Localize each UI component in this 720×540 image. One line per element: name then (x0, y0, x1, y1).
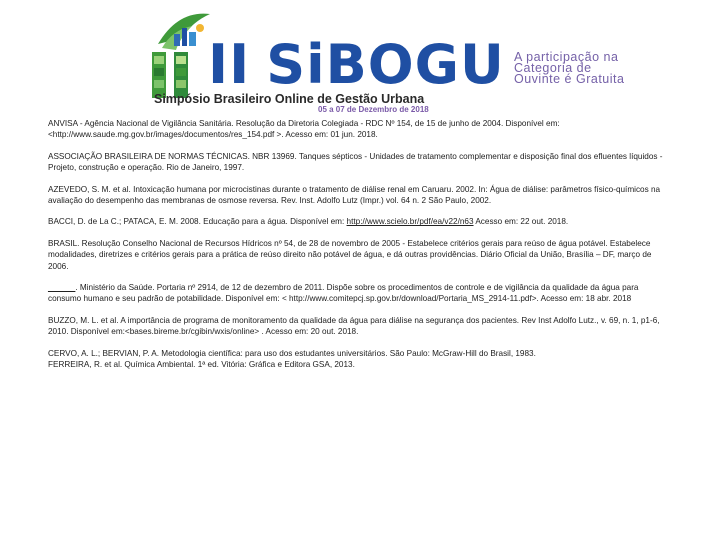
logo-name: SiBOGU (266, 33, 505, 96)
logo-title (208, 33, 505, 96)
reference-text: . Ministério da Saúde. Portaria nº 2914, de 12 de dezembro de 2011. Dispõe sobre os procedimentos de controle e de vigilância da qualidade da água para consumo humano e seu padrão de potabilidade. Disponível em: < http://www.comitepcj.sp.gov.br/download/Portaria_MS_2914-11.pdf>. Acesso em: 18 abr. 2018 (48, 283, 639, 304)
free-attendance-tagline (514, 52, 694, 85)
reference-item: BUZZO, M. L. et al. A importância de programa de monitoramento da qualidade da água para diálise na segurança dos pacientes. Rev Inst Adolfo Lutz., v. 69, n. 1, p1-6, 2010. Disponível em:<bases.bireme.br/cgibin/wxis/online> . Acesso em: 20 out. 2018. (48, 315, 660, 337)
reference-item (48, 216, 668, 227)
reference-link[interactable]: http://www.scielo.br/pdf/ea/v22/n63 (346, 217, 474, 227)
reference-item: BRASIL. Resolução Conselho Nacional de Recursos Hídricos nº 54, de 28 de novembro de 2005 - Estabelece critérios gerais para reúso de água potável. Estabelece modalidades, diretrizes e critérios gerais para a prática de reúso direito não potável de água, e dá outras providências. Diário Oficial da União, Brasília – DF, março de 2006. (48, 238, 652, 271)
reference-item: FERREIRA, R. et al. Química Ambiental. 1ª ed. Vitória: Gráfica e Editora GSA, 2013. (48, 360, 355, 370)
tagline-line: Ouvinte é Gratuita (514, 72, 625, 86)
reference-item: CERVO, A. L.; BERVIAN, P. A. Metodologia científica: para uso dos estudantes universitários. São Paulo: McGraw-Hill do Brasil, 1983. (48, 348, 536, 358)
sibogu-logo (148, 4, 505, 114)
logo-dates: 05 a 07 de Dezembro de 2018 (318, 105, 429, 114)
reference-item: AZEVEDO, S. M. et al. Intoxicação humana por microcistinas durante o tratamento de diálise renal em Caruaru. 2002. In: Água de diálise: parâmetros físico-químicos na avaliação do desempenho das membranas de osmose reversa. Rev. Inst. Adolfo Lutz (Impr.) vol. 64 n. 2 São Paulo, 2002. (48, 184, 661, 206)
tagline-line: Categoria de (514, 61, 592, 75)
logo-subtitle: Simpósio Brasileiro Online de Gestão Urbana (154, 92, 425, 106)
reference-text: BACCI, D. de La C.; PATACA, E. M. 2008. Educação para a água. Disponível em: (48, 217, 347, 227)
reference-item (48, 282, 668, 305)
reference-text: Acesso em: 22 out. 2018. (473, 217, 569, 227)
tagline-line: A participação na (514, 50, 619, 64)
reference-item: ANVISA - Agência Nacional de Vigilância Sanitária. Resolução da Diretoria Colegiada - RDC Nº 154, de 15 de junho de 2004. Disponível em: <http://www.saude.mg.gov.br/images/documentos/res_154.pdf >. Acesso em: 01 jun. 2018. (48, 119, 560, 140)
reference-item: ASSOCIAÇÃO BRASILEIRA DE NORMAS TÉCNICAS. NBR 13969. Tanques sépticos - Unidades de tratamento complementar e disposição final dos efluentes líquidos - Projeto, construção e operação. Rio de Janeiro, 1997. (48, 151, 663, 173)
event-banner (0, 0, 720, 112)
logo-roman: II (208, 33, 251, 96)
reference-list (48, 118, 668, 371)
repeated-author-line: ______ (48, 283, 76, 293)
